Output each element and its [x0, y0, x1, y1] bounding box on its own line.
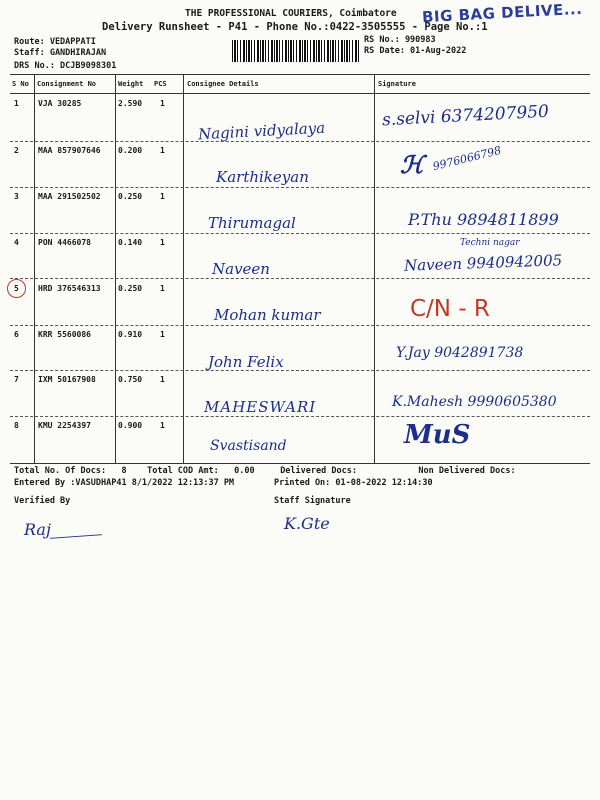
route-label: Route: VEDAPPATI [14, 37, 96, 47]
row-3-consignment: MAA 291502502 [38, 192, 101, 201]
drs-number: DRS No.: DCJB9098301 [14, 61, 117, 71]
row-4-weight: 0.140 [118, 238, 143, 247]
row-separator [10, 187, 590, 188]
non-delivered-label: Non Delivered Docs: [418, 466, 516, 476]
row-1-signature: s.selvi 6374207950 [381, 101, 550, 131]
row-8-signature: MuS [404, 420, 471, 450]
row-8-consignee: Svastisand [210, 438, 287, 454]
row-8-pcs: 1 [160, 421, 165, 430]
col-signature: Signature [378, 80, 416, 88]
row-4-signature: Naveen 9940942005 [403, 251, 563, 275]
col-weight: Weight [118, 80, 144, 88]
rs-date: RS Date: 01-Aug-2022 [364, 46, 467, 56]
barcode [232, 40, 360, 62]
row-3-signature: P.Thu 9894811899 [408, 210, 559, 229]
row-7-pcs: 1 [160, 375, 165, 384]
staff-label: Staff: GANDHIRAJAN [14, 48, 107, 58]
row-8-consignment: KMU 2254397 [38, 421, 91, 430]
row-1-consignment: VJA 30285 [38, 99, 82, 108]
row-6-consignment: KRR 5560086 [38, 330, 91, 339]
row-5-weight: 0.250 [118, 284, 143, 293]
row-separator [10, 233, 590, 234]
row-2-consignment: MAA 857907646 [38, 146, 101, 155]
row-5-pcs: 1 [160, 284, 165, 293]
printed-on: Printed On: 01-08-2022 12:14:30 [274, 478, 433, 488]
table-header-rule [10, 93, 590, 94]
table-top-rule [10, 74, 590, 75]
company-name: THE PROFESSIONAL COURIERS, Coimbatore [185, 8, 397, 19]
row-2-weight: 0.200 [118, 146, 143, 155]
col-consignment: Consignment No [37, 80, 97, 88]
row-separator [10, 141, 590, 142]
row-1-weight: 2.590 [118, 99, 143, 108]
rs-number: RS No.: 990983 [364, 35, 436, 45]
verified-signature-stroke [50, 534, 102, 539]
row-4-pcs: 1 [160, 238, 165, 247]
entered-by: Entered By :VASUDHAP41 8/1/2022 12:13:37 PM [14, 478, 235, 488]
row-5-consignee: Mohan kumar [214, 306, 321, 324]
total-cod-label: Total COD Amt: [147, 466, 219, 476]
row-5-sno: 5 [14, 284, 19, 293]
col-divider-1 [34, 74, 35, 464]
row-4-note: Techni nagar [460, 238, 520, 248]
row-8-sno: 8 [14, 421, 19, 430]
totals-line [14, 466, 516, 476]
row-2-scribble: ℋ [400, 150, 424, 179]
row-2-consignee: Karthikeyan [216, 168, 309, 186]
row-3-weight: 0.250 [118, 192, 143, 201]
row-3-pcs: 1 [160, 192, 165, 201]
row-1-consignee: Nagini vidyalaya [197, 118, 326, 144]
row-separator [10, 278, 590, 279]
row-8-weight: 0.900 [118, 421, 143, 430]
row-3-sno: 3 [14, 192, 19, 201]
row-4-consignee: Naveen [212, 260, 270, 278]
total-cod-value: 0.00 [234, 466, 255, 476]
total-docs-value: 8 [121, 466, 127, 476]
delivered-label: Delivered Docs: [280, 466, 357, 476]
row-1-pcs: 1 [160, 99, 165, 108]
row-5-signature: C/N - R [410, 296, 490, 322]
row-6-pcs: 1 [160, 330, 165, 339]
big-bag-stamp: BIG BAG DELIVE... [421, 0, 583, 27]
row-7-sno: 7 [14, 375, 19, 384]
row-2-sno: 2 [14, 146, 19, 155]
row-7-consignee: MAHESWARI [204, 398, 317, 416]
col-consignee: Consignee Details [187, 80, 259, 88]
staff-signature-label: Staff Signature [274, 496, 351, 506]
row-5-consignment: HRD 376546313 [38, 284, 101, 293]
total-docs-label: Total No. Of Docs: [14, 466, 107, 476]
runsheet-title: Delivery Runsheet - P41 - Phone No.:0422-3505555 - Page No.:1 [102, 21, 488, 33]
row-separator [10, 370, 590, 371]
col-divider-4 [374, 74, 375, 464]
row-3-consignee: Thirumagal [208, 214, 296, 232]
row-4-consignment: PON 4466078 [38, 238, 91, 247]
row-separator [10, 416, 590, 417]
verified-signature: Raj [24, 520, 51, 539]
col-pcs: PCS [154, 80, 167, 88]
row-separator [10, 325, 590, 326]
row-6-signature: Y.Jay 9042891738 [396, 345, 524, 361]
row-1-sno: 1 [14, 99, 19, 108]
row-4-sno: 4 [14, 238, 19, 247]
row-6-consignee: John Felix [208, 353, 284, 371]
row-7-consignment: IXM 50167908 [38, 375, 96, 384]
row-7-signature: K.Mahesh 9990605380 [392, 394, 557, 410]
col-sno: S No [12, 80, 29, 88]
row-6-sno: 6 [14, 330, 19, 339]
row-7-weight: 0.750 [118, 375, 143, 384]
row-6-weight: 0.910 [118, 330, 143, 339]
row-2-signature: 9976066798 [431, 143, 503, 174]
staff-signature: K.Gte [284, 514, 330, 533]
col-divider-2 [115, 74, 116, 464]
row-2-pcs: 1 [160, 146, 165, 155]
table-bottom-rule [10, 463, 590, 464]
verified-by-label: Verified By [14, 496, 71, 506]
col-divider-3 [183, 74, 184, 464]
